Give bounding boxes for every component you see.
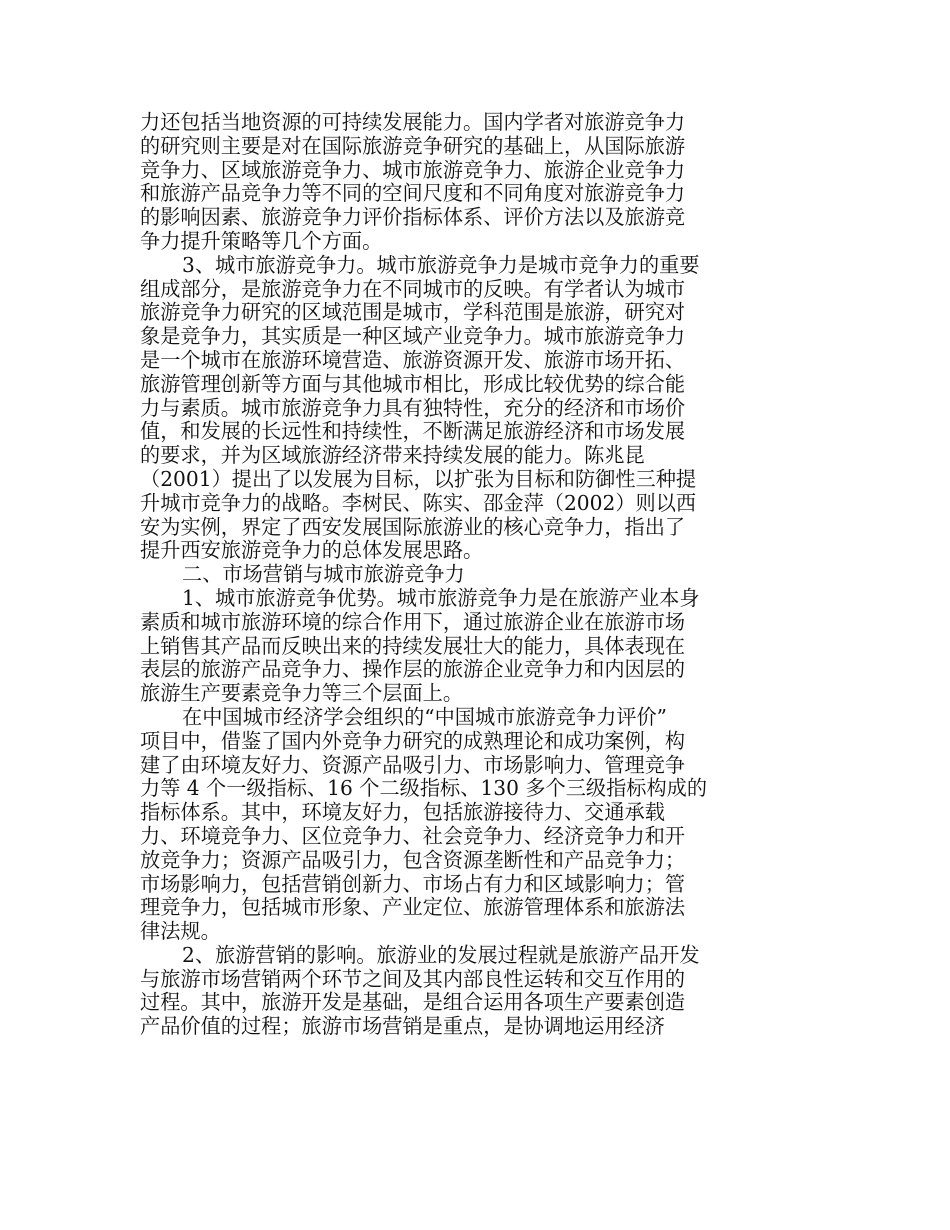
text-line: 旅游生产要素竞争力等三个层面上。 — [140, 681, 464, 706]
text-line: 旅游管理创新等方面与其他城市相比，形成比较优势的综合能 — [140, 371, 686, 396]
text-line: 是一个城市在旅游环境营造、旅游资源开发、旅游市场开拓、 — [140, 347, 686, 372]
text-line: 力、环境竞争力、区位竞争力、社会竞争力、经济竞争力和开 — [140, 823, 686, 848]
text-line: （2001）提出了以发展为目标，以扩张为目标和防御性三种提 — [140, 466, 697, 491]
text-line: 律法规。 — [140, 919, 221, 944]
text-line: 竞争力、区域旅游竞争力、城市旅游竞争力、旅游企业竞争力 — [140, 157, 686, 182]
text-line: 提升西安旅游竞争力的总体发展思路。 — [140, 538, 484, 563]
text-line: 素质和城市旅游环境的综合作用下，通过旅游企业在旅游市场 — [140, 609, 686, 634]
text-line: 的要求，并为区域旅游经济带来持续发展的能力。陈兆昆 — [140, 443, 645, 468]
paragraph-first-line: 在中国城市经济学会组织的“中国城市旅游竞争力评价” — [182, 704, 667, 729]
text-line: 理竞争力，包括城市形象、产业定位、旅游管理体系和旅游法 — [140, 895, 686, 920]
text-line: 过程。其中，旅游开发是基础，是组合运用各项生产要素创造 — [140, 990, 686, 1015]
paragraph-first-line: 1、城市旅游竞争优势。城市旅游竞争力是在旅游产业本身 — [182, 585, 700, 610]
text-line: 组成部分，是旅游竞争力在不同城市的反映。有学者认为城市 — [140, 276, 686, 301]
text-line: 项目中，借鉴了国内外竞争力研究的成熟理论和成功案例，构 — [140, 728, 686, 753]
text-line: 产品价值的过程；旅游市场营销是重点，是协调地运用经济 — [140, 1014, 665, 1039]
paragraph-first-line: 3、城市旅游竞争力。城市旅游竞争力是城市竞争力的重要 — [182, 252, 700, 277]
text-line: 建了由环境友好力、资源产品吸引力、市场影响力、管理竞争 — [140, 752, 686, 777]
text-line: 力等 4 个一级指标、16 个二级指标、130 多个三级指标构成的 — [140, 776, 708, 801]
text-line: 升城市竞争力的战略。李树民、陈实、邵金萍（2002）则以西 — [140, 490, 697, 515]
text-line: 与旅游市场营销两个环节之间及其内部良性运转和交互作用的 — [140, 966, 686, 991]
text-line: 市场影响力，包括营销创新力、市场占有力和区域影响力；管 — [140, 871, 686, 896]
text-line: 旅游竞争力研究的区域范围是城市，学科范围是旅游，研究对 — [140, 300, 686, 325]
text-line: 力与素质。城市旅游竞争力具有独特性，充分的经济和市场价 — [140, 395, 686, 420]
paragraph-first-line: 二、市场营销与城市旅游竞争力 — [182, 562, 465, 587]
text-line: 力还包括当地资源的可持续发展能力。国内学者对旅游竞争力 — [140, 110, 686, 134]
text-line: 和旅游产品竞争力等不同的空间尺度和不同角度对旅游竞争力 — [140, 181, 686, 206]
text-line: 值，和发展的长远性和持续性，不断满足旅游经济和市场发展 — [140, 419, 686, 444]
paragraph-first-line: 2、旅游营销的影响。旅游业的发展过程就是旅游产品开发 — [182, 942, 700, 967]
text-line: 安为实例，界定了西安发展国际旅游业的核心竞争力，指出了 — [140, 514, 686, 539]
text-line: 上销售其产品而反映出来的持续发展壮大的能力，具体表现在 — [140, 633, 686, 658]
text-line: 放竞争力；资源产品吸引力，包含资源垄断性和产品竞争力； — [140, 847, 686, 872]
text-line: 的研究则主要是对在国际旅游竞争研究的基础上，从国际旅游 — [140, 133, 686, 158]
body-text — [140, 111, 750, 1039]
text-line: 的影响因素、旅游竞争力评价指标体系、评价方法以及旅游竞 — [140, 205, 686, 230]
text-line: 指标体系。其中，环境友好力，包括旅游接待力、交通承载 — [140, 800, 665, 825]
text-line: 表层的旅游产品竞争力、操作层的旅游企业竞争力和内因层的 — [140, 657, 686, 682]
text-line: 争力提升策略等几个方面。 — [140, 228, 383, 253]
text-line: 象是竞争力，其实质是一种区域产业竞争力。城市旅游竞争力 — [140, 324, 686, 349]
